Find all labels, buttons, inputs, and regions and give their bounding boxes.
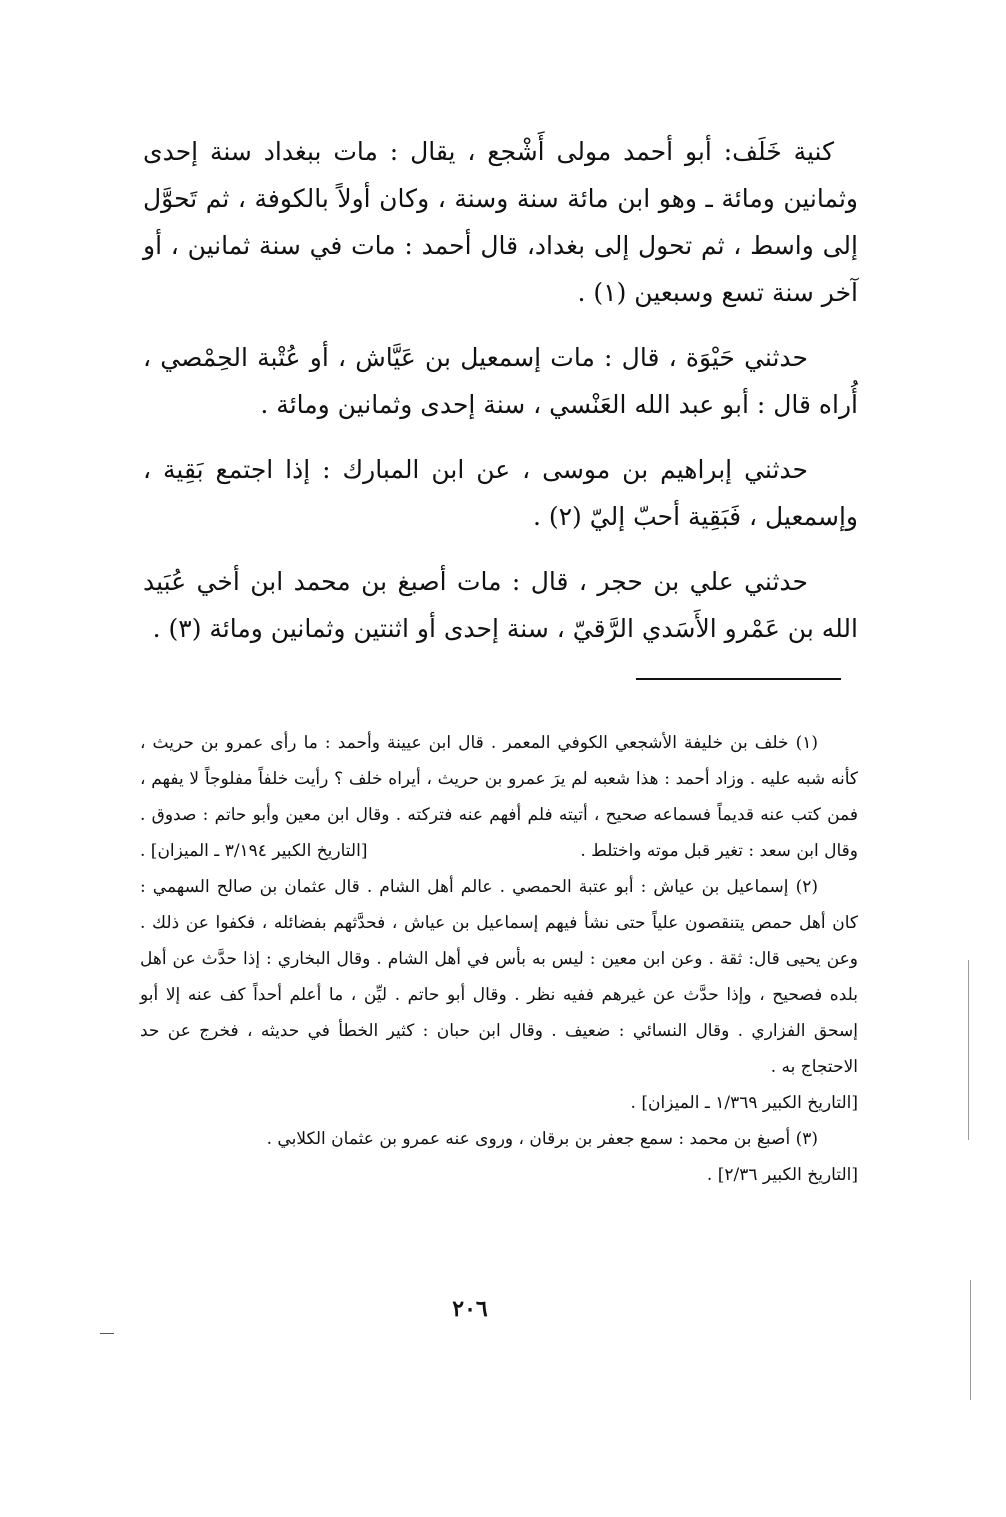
page-number: ٢٠٦ <box>452 1296 488 1322</box>
footnote-3-source: [التاريخ الكبير ٢/٣٦] . <box>706 1165 858 1185</box>
footnote-2 <box>140 869 858 1085</box>
scan-edge-mark-1 <box>968 960 969 1140</box>
scan-dash-mark <box>100 1333 114 1334</box>
paragraph-kunya-khalaf: كنية خَلَف: أبو أحمد مولى أَشْجع ، يقال : مات ببغداد سنة إحدى وثمانين ومائة ـ وهو ابن مائة سنة وسنة ، وكان أولاً بالكوفة ، ثم تَحوَّل إلى واسط ، ثم تحول إلى بغداد، قال أحمد : مات في سنة ثمانين ، أو آخر سنة تسع وسبعين (١) . <box>143 137 858 307</box>
footnote-3-text: (٣) أصبغ بن محمد : سمع جعفر بن برقان ، وروى عنه عمرو بن عثمان الكلابي . <box>266 1129 818 1149</box>
footnotes <box>140 725 858 1193</box>
paragraph-hayweh: حدثني حَيْوَة ، قال : مات إسمعيل بن عَيَّاش ، أو عُتْبة الحِمْصي ، أُراه قال : أبو عبد الله العَنْسي ، سنة إحدى وثمانين ومائة . <box>143 343 858 419</box>
footnote-1-source: [التاريخ الكبير ٣/١٩٤ ـ الميزان] . <box>140 841 368 861</box>
paragraph-ibrahim-bin-musa: حدثني إبراهيم بن موسى ، عن ابن المبارك : إذا اجتمع بَقِية ، وإسمعيل ، فَبَقِية أحبّ إليّ (٢) . <box>143 455 858 531</box>
main-text <box>143 128 858 670</box>
footnote-2-text: (٢) إسماعيل بن عياش : أبو عتبة الحمصي . عالم أهل الشام . قال عثمان بن صالح السهمي : كان أهل حمص يتنقصون علياً حتى نشأ فيهم إسماعيل بن عياش ، فحدَّثهم بفضائله ، فكفوا عن ذلك . وعن يحيى قال: ثقة . وعن ابن معين : ليس به بأس في أهل الشام . وقال البخاري : إذا حدَّث عن أهل بلده فصحيح ، وإذا حدَّث عن غيرهم ففيه نظر . وقال أبو حاتم . ليِّن ، ما أعلم أحداً كف عنه إلا أبو إسحق الفزاري . وقال النسائي : ضعيف . وقال ابن حبان : كثير الخطأ في حديثه ، فخرج عن حد الاحتجاج به . <box>140 877 858 1077</box>
footnote-2-source: [التاريخ الكبير ١/٣٦٩ ـ الميزان] . <box>630 1093 858 1113</box>
footnote-1-text: (١) خلف بن خليفة الأشجعي الكوفي المعمر . قال ابن عيينة وأحمد : ما رأى عمرو بن حريث ، كأنه شبه عليه . وزاد أحمد : هذا شعبه لم يرَ عمرو بن حريث ، أيراه خلف ؟ رأيت خلفاً مفلوجاً لا يفهم ، فمن كتب عنه قديماً فسماعه صحيح ، أتيته فلم أفهم عنه فتركته . وقال ابن معين وأبو حاتم : صدوق . وقال ابن سعد : تغير قبل موته واختلط . <box>140 733 858 861</box>
footnote-separator <box>636 678 841 680</box>
scan-edge-mark-2 <box>970 1280 971 1400</box>
footnote-1 <box>140 725 858 869</box>
paragraph-ali-bin-hujr: حدثني علي بن حجر ، قال : مات أصبغ بن محمد ابن أخي عُبَيد الله بن عَمْرو الأَسَدي الرَّقيّ ، سنة إحدى أو اثنتين وثمانين ومائة (٣) . <box>143 567 858 643</box>
footnote-3 <box>140 1121 858 1157</box>
